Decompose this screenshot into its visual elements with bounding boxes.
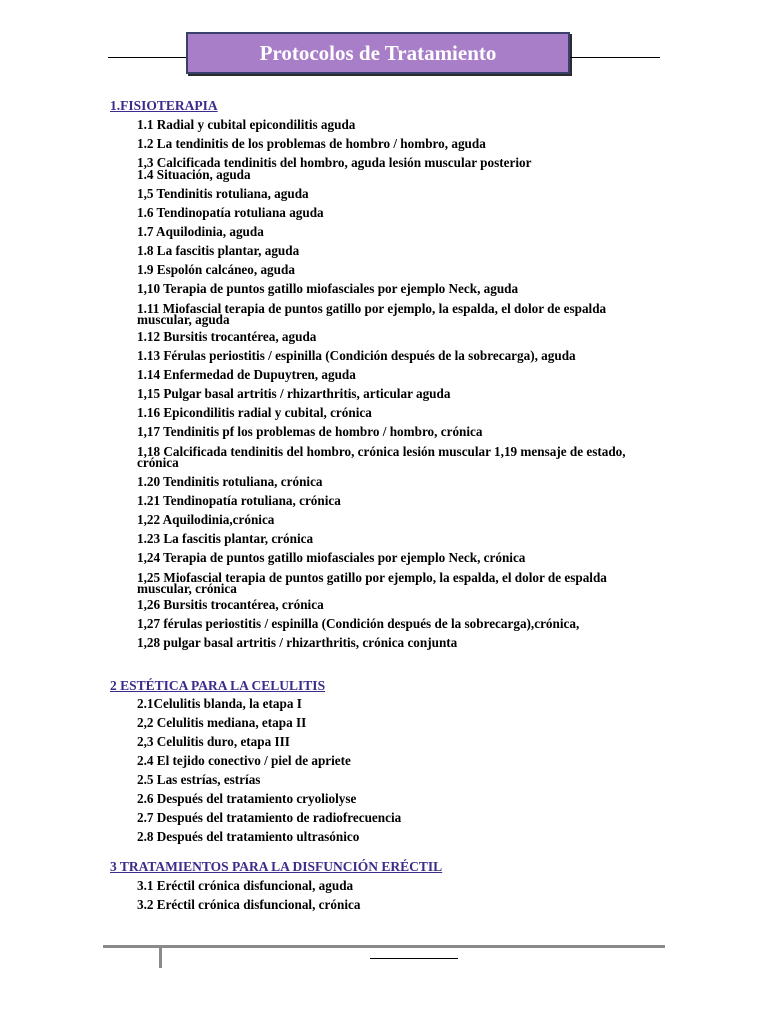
list-item: 1.14 Enfermedad de Dupuytren, aguda: [137, 367, 356, 382]
list-item: 3.2 Eréctil crónica disfuncional, crónica: [137, 897, 361, 912]
list-item: 1.4 Situación, aguda: [137, 167, 251, 182]
list-item: 2.4 El tejido conectivo / piel de apriete: [137, 753, 351, 768]
list-item: 2.5 Las estrías, estrías: [137, 772, 261, 787]
list-item: 2.7 Después del tratamiento de radiofrecuencia: [137, 810, 402, 825]
list-item: 1,10 Terapia de puntos gatillo miofasciales por ejemplo Neck, aguda: [137, 281, 519, 296]
list-item: 1.7 Aquilodinia, aguda: [137, 224, 264, 239]
list-item: 1.9 Espolón calcáneo, aguda: [137, 262, 295, 277]
header-rule-right: [570, 57, 660, 58]
section-heading: 1.FISIOTERAPIA: [110, 98, 218, 113]
section-heading: 2 ESTÉTICA PARA LA CELULITIS: [110, 678, 326, 693]
list-item: 2,2 Celulitis mediana, etapa II: [137, 715, 307, 730]
list-item: 1.2 La tendinitis de los problemas de hombro / hombro, aguda: [137, 136, 486, 151]
footer-tick: [159, 948, 162, 968]
list-item: 1,18 Calcificada tendinitis del hombro, crónica lesión muscular 1,19 mensaje de estado, crónica: [137, 444, 626, 470]
list-item: 1.8 La fascitis plantar, aguda: [137, 243, 300, 258]
list-item: 1.23 La fascitis plantar, crónica: [137, 531, 314, 546]
list-item: 1,25 Miofascial terapia de puntos gatillo por ejemplo, la espalda, el dolor de espalda muscular, crónica: [137, 570, 607, 596]
list-item: 1,26 Bursitis trocantérea, crónica: [137, 597, 324, 612]
list-item: 3.1 Eréctil crónica disfuncional, aguda: [137, 878, 354, 893]
list-item: 2.8 Después del tratamiento ultrasónico: [137, 829, 360, 844]
list-item: 1.11 Miofascial terapia de puntos gatillo por ejemplo, la espalda, el dolor de espalda muscular, aguda: [137, 301, 607, 327]
list-item: 1,5 Tendinitis rotuliana, aguda: [137, 186, 309, 201]
list-item: 1,28 pulgar basal artritis / rhizarthritis, crónica conjunta: [137, 635, 458, 650]
page-title: Protocolos de Tratamiento: [186, 32, 570, 74]
list-item: 1,17 Tendinitis pf los problemas de hombro / hombro, crónica: [137, 424, 483, 439]
header-rule-left: [108, 57, 188, 58]
list-item: 2.1Celulitis blanda, la etapa I: [137, 696, 302, 711]
list-item: 2,3 Celulitis duro, etapa III: [137, 734, 290, 749]
list-item: 1.21 Tendinopatía rotuliana, crónica: [137, 493, 341, 508]
list-item: 1,27 férulas periostitis / espinilla (Condición después de la sobrecarga),crónica,: [137, 616, 580, 631]
section-heading: 3 TRATAMIENTOS PARA LA DISFUNCIÓN ERÉCTIL: [110, 859, 443, 874]
footer-rule: [103, 945, 665, 948]
footer-page-rule: [370, 958, 458, 959]
list-item: 1,24 Terapia de puntos gatillo miofasciales por ejemplo Neck, crónica: [137, 550, 526, 565]
list-item: 1,3 Calcificada tendinitis del hombro, aguda lesión muscular posterior: [137, 155, 532, 170]
list-item: 1.6 Tendinopatía rotuliana aguda: [137, 205, 324, 220]
list-item: 1.12 Bursitis trocantérea, aguda: [137, 329, 317, 344]
list-item: 1.20 Tendinitis rotuliana, crónica: [137, 474, 323, 489]
list-item: 1.1 Radial y cubital epicondilitis aguda: [137, 117, 356, 132]
list-item: 2.6 Después del tratamiento cryoliolyse: [137, 791, 357, 806]
list-item: 1.16 Epicondilitis radial y cubital, crónica: [137, 405, 372, 420]
list-item: 1.13 Férulas periostitis / espinilla (Condición después de la sobrecarga), aguda: [137, 348, 576, 363]
list-item: 1,15 Pulgar basal artritis / rhizarthritis, articular aguda: [137, 386, 451, 401]
list-item: 1,22 Aquilodinia,crónica: [137, 512, 275, 527]
